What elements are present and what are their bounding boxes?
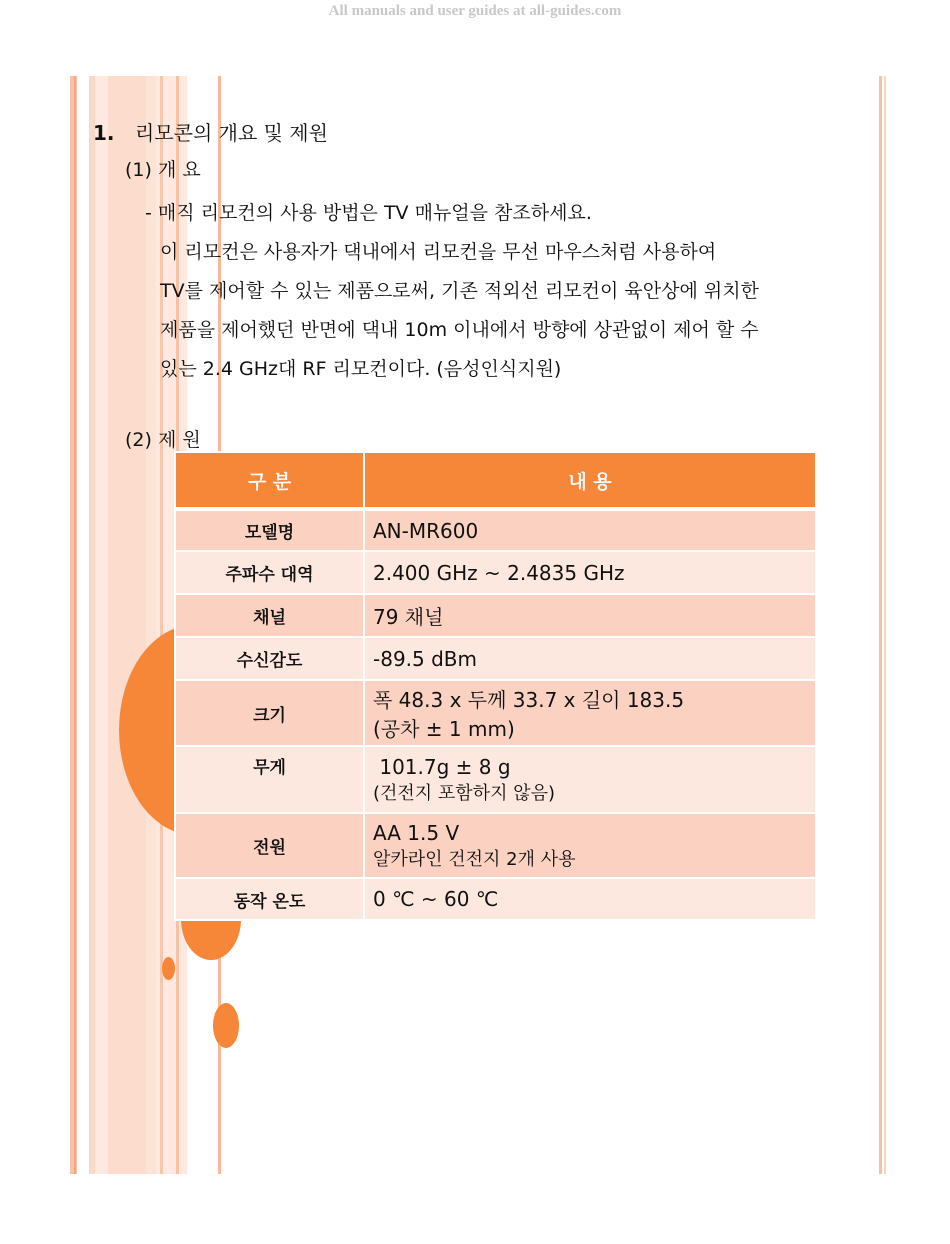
- row-value: [364, 637, 816, 680]
- row-label: 수신감도: [175, 637, 364, 680]
- table-row: [175, 878, 816, 920]
- row-value: [364, 509, 816, 551]
- table-row: [175, 637, 816, 680]
- row-value-line: (공차 ± 1 mm): [373, 717, 515, 741]
- row-value-line: 폭 48.3 x 두께 33.7 x 길이 183.5: [373, 688, 685, 712]
- row-value-line: 알카라인 건전지 2개 사용: [373, 848, 576, 870]
- row-label: 주파수 대역: [175, 551, 364, 594]
- row-value-line: 0 ℃ ~ 60 ℃: [373, 887, 499, 911]
- row-value-line: -89.5 dBm: [373, 646, 478, 671]
- table-row: [175, 509, 816, 551]
- row-label: 전원: [175, 813, 364, 878]
- row-label: 무게: [175, 746, 364, 813]
- overview-line: 이 리모컨은 사용자가 댁내에서 리모컨을 무선 마우스처럼 사용하여: [160, 241, 717, 263]
- overview-paragraph: [145, 194, 865, 389]
- row-value: [364, 746, 816, 813]
- overview-line: - 매직 리모컨의 사용 방법은 TV 매뉴얼을 참조하세요.: [145, 202, 592, 224]
- row-value: [364, 680, 816, 746]
- table-row: [175, 680, 816, 746]
- row-label: 동작 온도: [175, 878, 364, 920]
- row-value-line: 101.7g ± 8 g: [373, 754, 511, 779]
- overview-line: 제품을 제어했던 반면에 댁내 10m 이내에서 방향에 상관없이 제어 할 수: [160, 319, 759, 341]
- row-value: [364, 594, 816, 637]
- row-value-line: AN-MR600: [373, 518, 479, 543]
- table-row: [175, 551, 816, 594]
- row-value-line: 79 채널: [373, 605, 444, 629]
- overview-heading: (1) 개 요: [125, 159, 201, 181]
- row-label: 모델명: [175, 509, 364, 551]
- overview-line: 있는 2.4 GHz대 RF 리모컨이다. (음성인식지원): [160, 358, 562, 380]
- overview-line: TV를 제어할 수 있는 제품으로써, 기존 적외선 리모컨이 육안상에 위치한: [160, 280, 759, 302]
- row-value: [364, 813, 816, 878]
- row-label: 채널: [175, 594, 364, 637]
- row-label: 크기: [175, 680, 364, 746]
- watermark: All manuals and user guides at all-guides.com: [328, 3, 622, 19]
- row-value-line: 2.400 GHz ~ 2.4835 GHz: [373, 560, 625, 585]
- spec-table: [174, 451, 817, 921]
- row-value-line: AA 1.5 V: [373, 820, 460, 845]
- table-row: [175, 594, 816, 637]
- section-title-text: 리모콘의 개요 및 제원: [135, 121, 328, 145]
- spec-table-header: [175, 452, 816, 509]
- row-value: [364, 551, 816, 594]
- table-row: [175, 746, 816, 813]
- row-value-line: (건전지 포함하지 않음): [373, 782, 555, 804]
- section-number: 1.: [93, 121, 115, 145]
- row-value: [364, 878, 816, 920]
- specs-heading: (2) 제 원: [125, 429, 201, 451]
- header-content: 내 용: [364, 452, 816, 509]
- header-category: 구 분: [175, 452, 364, 509]
- section-title: [93, 117, 328, 146]
- table-row: [175, 813, 816, 878]
